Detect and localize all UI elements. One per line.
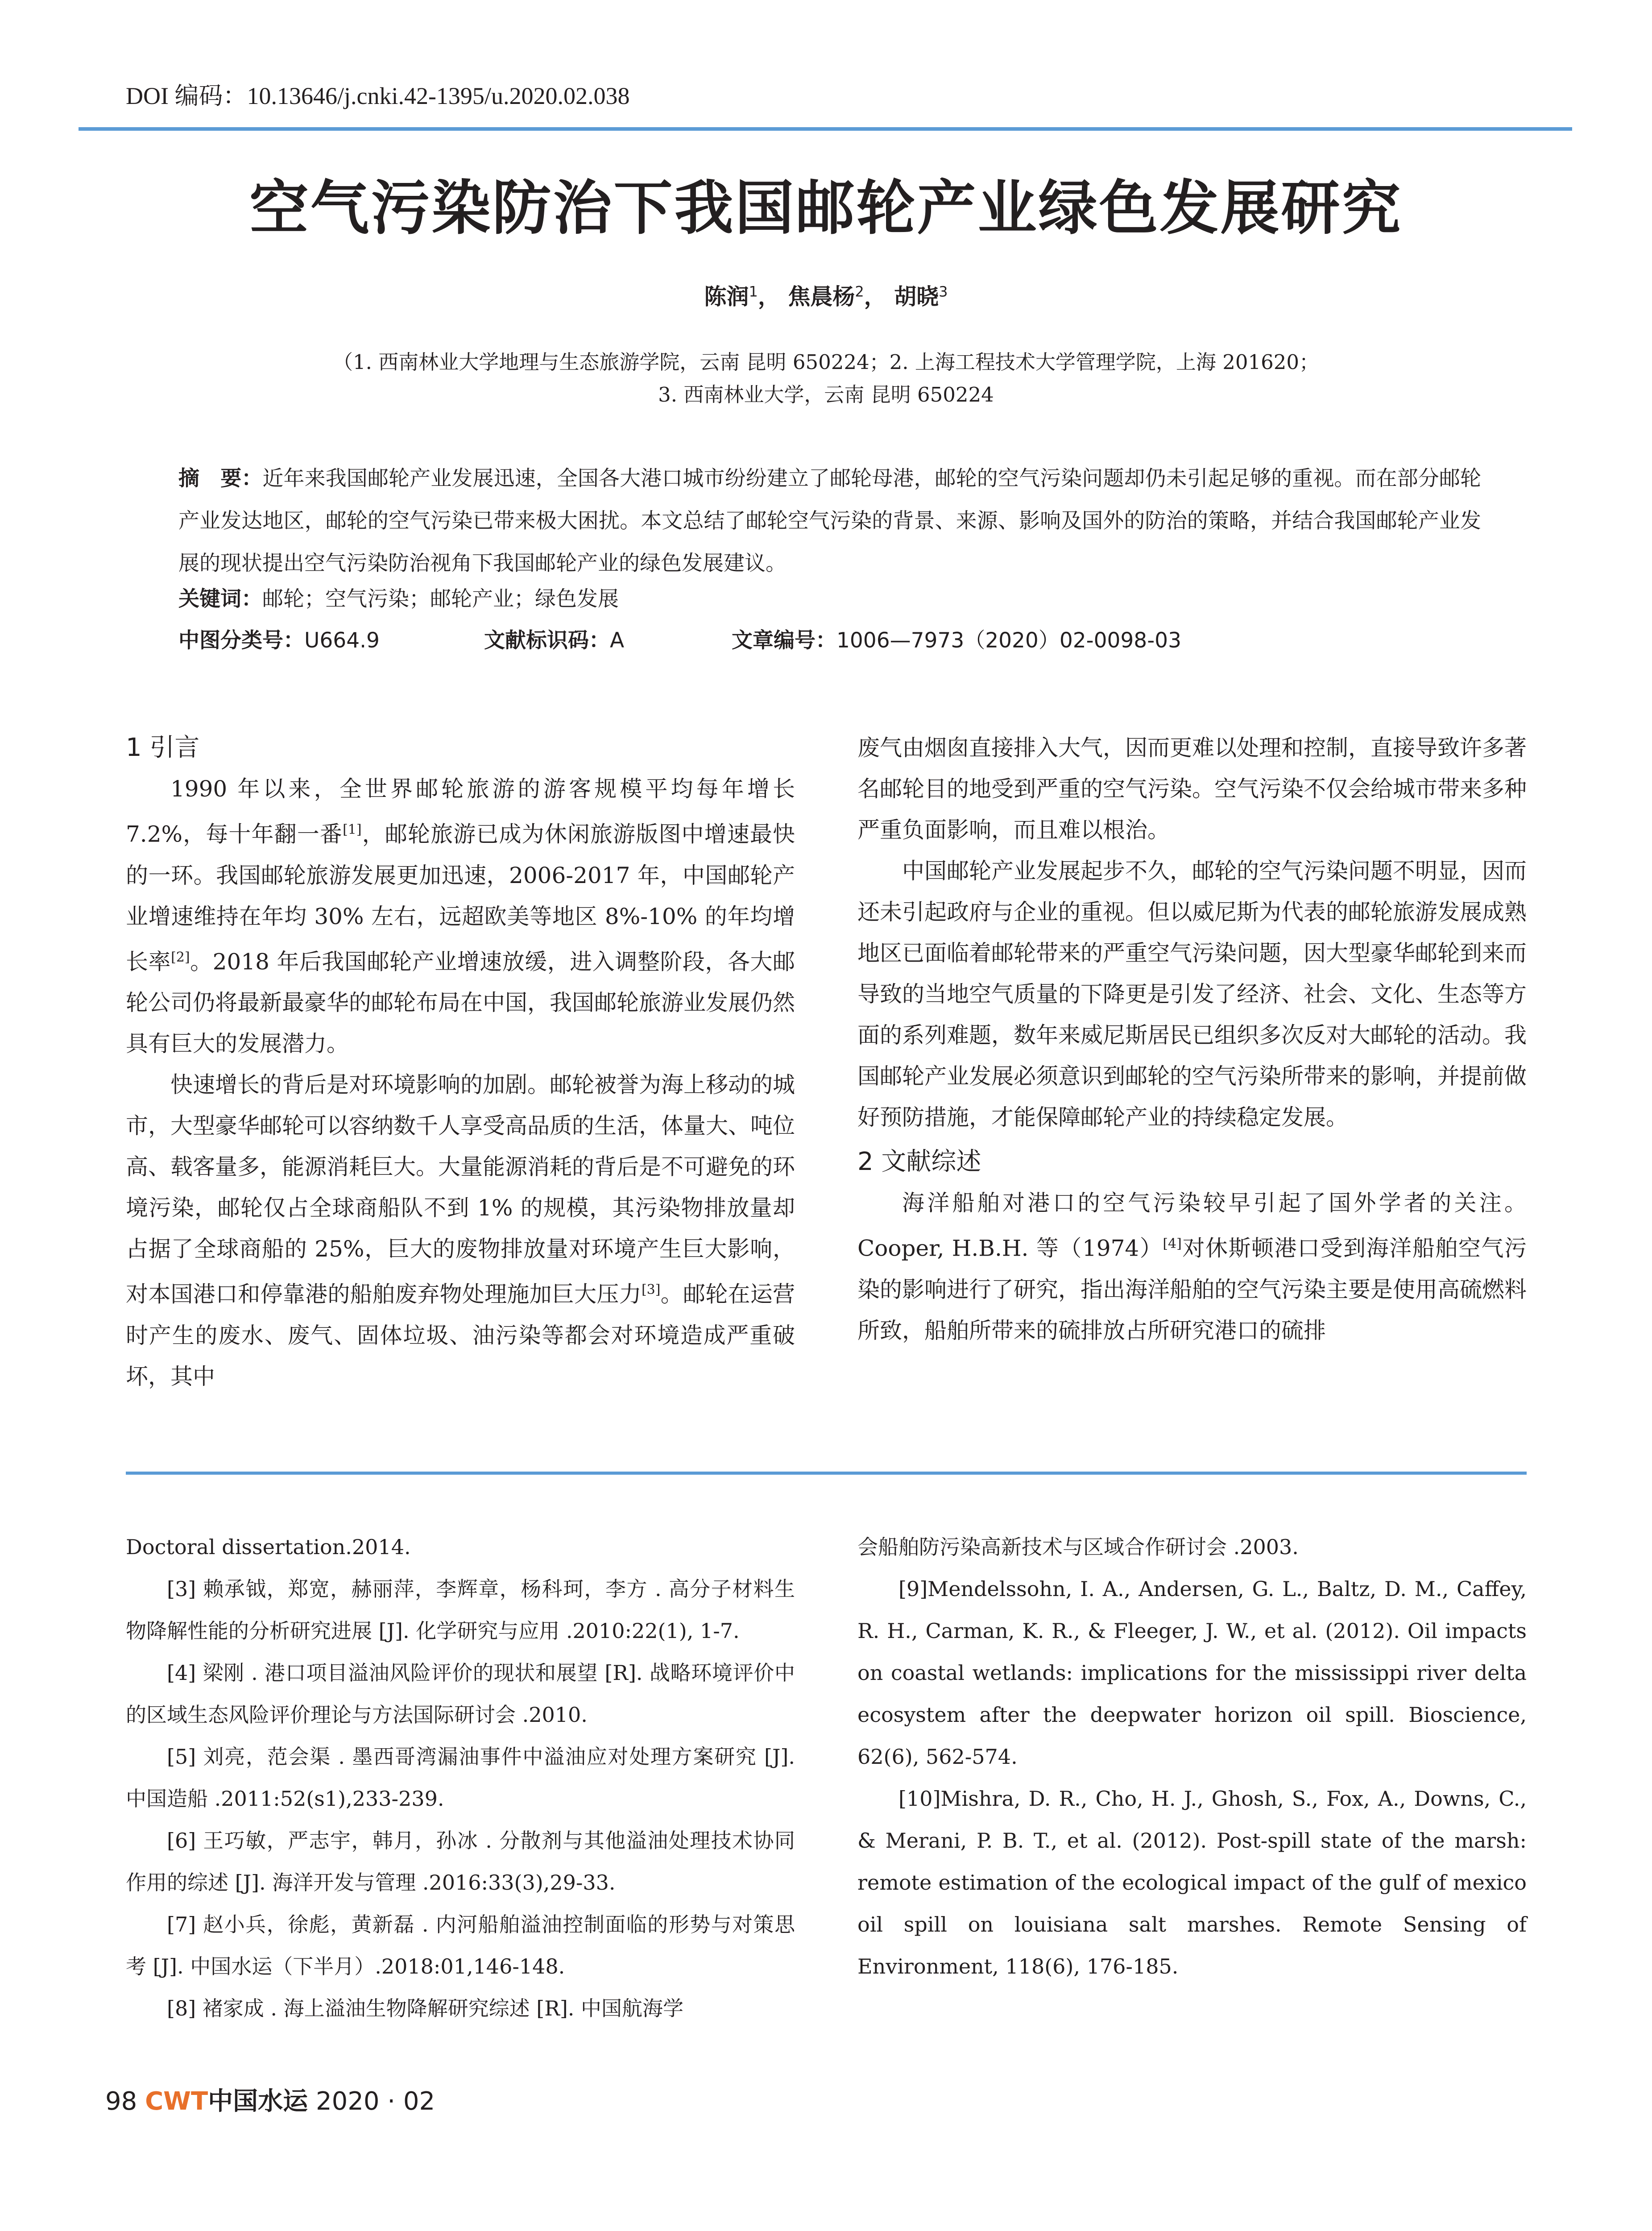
body-column-right	[857, 727, 1527, 1351]
body-paragraph: 1990 年以来，全世界邮轮旅游的游客规模平均每年增长 7.2%，每十年翻一番[1]，邮轮旅游已成为休闲旅游版图中增速最快的一环。我国邮轮旅游发展更加迅速，2006-2017 年，中国邮轮产业增速维持在年均 30% 左右，远超欧美等地区 8%-10% 的年均增长率[2]。2018 年后我国邮轮产业增速放缓，进入调整阶段，各大邮轮公司仍将最新最豪华的邮轮布局在中国，我国邮轮旅游业发展仍然具有巨大的发展潜力。	[126, 776, 795, 1057]
author-sup: 1	[749, 283, 758, 300]
doc-value: A	[610, 628, 625, 653]
page-number: 98	[105, 2087, 137, 2116]
doc-label: 文献标识码：	[484, 628, 610, 653]
doi-line: DOI 编码：10.13646/j.cnki.42-1395/u.2020.02.038	[126, 83, 630, 109]
references-left	[126, 1526, 795, 2029]
reference-item: [4] 梁刚 . 港口项目溢油风险评价的现状和展望 [R]. 战略环境评价中的区域生态风险评价理论与方法国际研讨会 .2010.	[126, 1661, 795, 1727]
citation: [3]	[641, 1282, 661, 1298]
paper-title: 空气污染防治下我国邮轮产业绿色发展研究	[249, 174, 1403, 243]
keywords-label: 关键词：	[178, 587, 262, 611]
reference-item: [6] 王巧敏，严志宇，韩月，孙冰 . 分散剂与其他溢油处理技术协同作用的综述 [J]. 海洋开发与管理 .2016:33(3),29-33.	[126, 1829, 795, 1895]
body-paragraph: 中国邮轮产业发展起步不久，邮轮的空气污染问题不明显，因而还未引起政府与企业的重视。但以威尼斯为代表的邮轮旅游发展成熟地区已面临着邮轮带来的严重空气污染问题，因大型豪华邮轮到来而导致的当地空气质量的下降更是引发了经济、社会、文化、生态等方面的系列难题，数年来威尼斯居民已组织多次反对大邮轮的活动。我国邮轮产业发展必须意识到邮轮的空气污染所带来的影响，并提前做好预防措施，才能保障邮轮产业的持续稳定发展。	[857, 858, 1527, 1130]
reference-item: [8] 褚家成 . 海上溢油生物降解研究综述 [R]. 中国航海学	[167, 1996, 684, 2020]
body-paragraph: 废气由烟囱直接排入大气，因而更难以处理和控制，直接导致许多著名邮轮目的地受到严重的空气污染。空气污染不仅会给城市带来多种严重负面影响，而且难以根治。	[857, 735, 1527, 843]
citation: [2]	[171, 949, 190, 965]
reference-item: [10]Mishra, D. R., Cho, H. J., Ghosh, S., Fox, A., Downs, C., & Merani, P. B. T., et al. (2012). Post-spill state of the marsh: remote estimation of the ecological impact of the gulf of mexico oil spill on louisiana salt marshes. Remote Sensing of Environment, 118(6), 176-185.	[857, 1787, 1527, 1978]
reference-item: Doctoral dissertation.2014.	[126, 1535, 411, 1559]
doc-code	[484, 624, 624, 654]
section-heading-review: 2 文献综述	[857, 1147, 981, 1176]
author-name: 胡晓	[894, 284, 939, 310]
body-paragraph: 快速增长的背后是对环境影响的加剧。邮轮被誉为海上移动的城市，大型豪华邮轮可以容纳数千人享受高品质的生活，体量大、吨位高、载客量多，能源消耗巨大。大量能源消耗的背后是不可避免的环境污染，邮轮仅占全球商船队不到 1% 的规模，其污染物排放量却占据了全球商船的 25%，巨大的废物排放量对环境产生巨大影响，对本国港口和停靠港的船舶废弃物处理施加巨大压力[3]。邮轮在运营时产生的废水、废气、固体垃圾、油污染等都会对环境造成严重破坏，其中	[126, 1072, 795, 1389]
references-right	[857, 1526, 1527, 1987]
article-label: 文章编号：	[732, 628, 836, 653]
issue-number: 2020 · 02	[315, 2087, 435, 2116]
reference-item: [7] 赵小兵，徐彪，黄新磊 . 内河船舶溢油控制面临的形势与对策思考 [J]. 中国水运（下半月）.2018:01,146-148.	[126, 1912, 795, 1978]
keywords	[178, 582, 1481, 612]
abstract-label: 摘 要：	[178, 466, 263, 491]
article-value: 1006—7973（2020）02-0098-03	[836, 628, 1181, 653]
affiliation-line-2: 3. 西南林业大学，云南 昆明 650224	[658, 383, 994, 406]
brand-logo: CWT	[145, 2087, 208, 2116]
magazine-name: 中国水运	[208, 2087, 308, 2116]
reference-item: [9]Mendelssohn, I. A., Andersen, G. L., Baltz, D. M., Caffey, R. H., Carman, K. R., & Fleeger, J. W., et al. (2012). Oil impacts on coastal wetlands: implications for the mississippi river delta ecosystem after the deepwater horizon oil spill. Bioscience, 62(6), 562-574.	[857, 1577, 1527, 1769]
author-name: 焦晨杨	[788, 284, 855, 310]
abstract	[178, 457, 1481, 585]
clc-label: 中图分类号：	[178, 628, 304, 653]
article-number	[732, 624, 1181, 654]
section-heading-intro: 1 引言	[126, 733, 200, 762]
body-column-left	[126, 727, 795, 1397]
keywords-text: 邮轮；空气污染；邮轮产业；绿色发展	[262, 587, 619, 611]
body-paragraph: 海洋船舶对港口的空气污染较早引起了国外学者的关注。Cooper, H.B.H. 等（1974）[4]对休斯顿港口受到海洋船舶空气污染的影响进行了研究，指出海洋船舶的空气污染主要是使用高硫燃料所致，船舶所带来的硫排放占所研究港口的硫排	[857, 1190, 1527, 1344]
author-name: 陈润	[704, 284, 749, 310]
author-sup: 3	[939, 283, 948, 300]
citation: [1]	[343, 822, 362, 838]
reference-item: [3] 赖承钺，郑宽，赫丽萍，李辉章，杨科珂，李方 . 高分子材料生物降解性能的分析研究进展 [J]. 化学研究与应用 .2010:22(1), 1-7.	[126, 1577, 795, 1643]
clc-number	[178, 624, 380, 654]
author-sup: 2	[855, 283, 864, 300]
abstract-text: 近年来我国邮轮产业发展迅速，全国各大港口城市纷纷建立了邮轮母港，邮轮的空气污染问题却仍未引起足够的重视。而在部分邮轮产业发达地区，邮轮的空气污染已带来极大困扰。本文总结了邮轮空气污染的背景、来源、影响及国外的防治的策略，并结合我国邮轮产业发展的现状提出空气污染防治视角下我国邮轮产业的绿色发展建议。	[178, 466, 1482, 576]
citation: [4]	[1163, 1236, 1182, 1252]
references-divider	[126, 1472, 1527, 1475]
reference-item: [5] 刘亮，范会渠 . 墨西哥湾漏油事件中溢油应对处理方案研究 [J]. 中国造船 .2011:52(s1),233-239.	[126, 1745, 795, 1811]
author-line: 陈润$^1$， 焦晨杨$^2$， 胡晓$^3$	[704, 283, 948, 310]
page-footer	[105, 2082, 435, 2117]
clc-value: U664.9	[304, 628, 380, 653]
reference-item: 会船舶防污染高新技术与区域合作研讨会 .2003.	[857, 1535, 1299, 1559]
top-divider	[79, 127, 1572, 131]
affiliation-line-1: （1. 西南林业大学地理与生态旅游学院，云南 昆明 650224；2. 上海工程技术大学管理学院，上海 201620；	[333, 350, 1319, 374]
